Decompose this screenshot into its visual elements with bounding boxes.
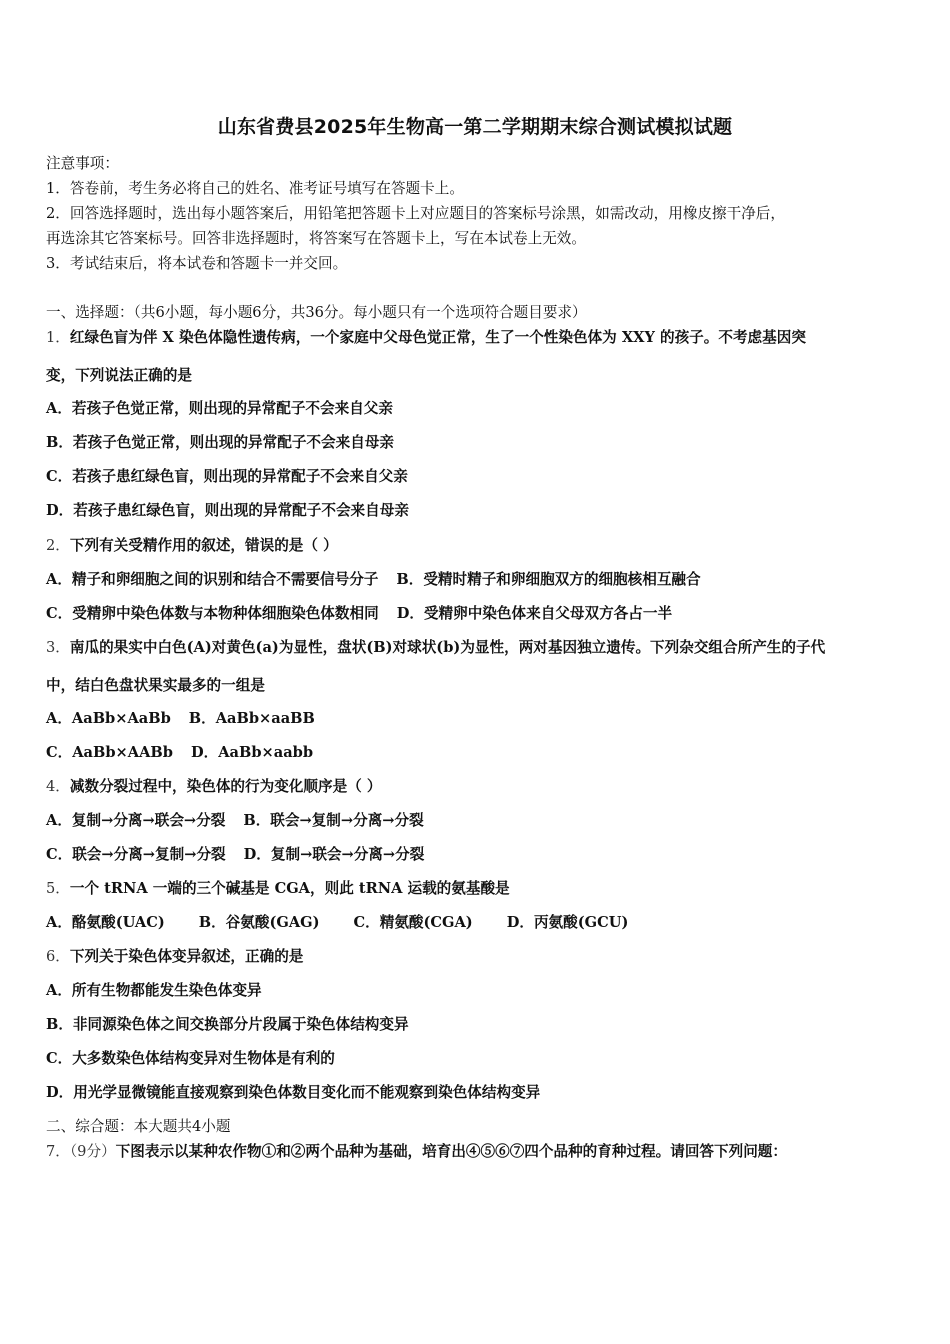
section1-heading: 一、选择题：（共6小题，每小题6分，共36分。每小题只有一个选项符合题目要求） [46,304,587,321]
q2-stem-text: 下列有关受精作用的叙述，错误的是（ ） [69,537,338,554]
notice-line-4: 3．考试结束后，将本试卷和答题卡一并交回。 [46,255,348,272]
q7-stem [46,1140,787,1161]
q6-option-b: B．非同源染色体之间交换部分片段属于染色体结构变异 [46,1016,409,1033]
notice-heading: 注意事项： [46,155,119,172]
q3-number: 3． [46,639,70,656]
section2-heading: 二、综合题：本大题共4小题 [46,1118,231,1135]
q4-option-d: D．复制→联会→分离→分裂 [243,846,425,863]
q6-option-a: A．所有生物都能发生染色体变异 [46,982,262,999]
q4-number: 4． [46,778,70,795]
q4-stem-text: 减数分裂过程中，染色体的行为变化顺序是（ ） [69,778,382,795]
q1-stem-line1: 红绿色盲为伴 X 染色体隐性遗传病，一个家庭中父母色觉正常，生了一个性染色体为 XXY 的孩子。不考虑基因突 [69,329,806,346]
q5-option-b: B．谷氨酸(GAG) [198,914,320,931]
q5-options-row [46,911,628,932]
q2-options-row2 [46,602,672,623]
q6-stem [46,945,303,966]
q3-option-c: C．AaBb×AABb [46,744,173,761]
q3-options-row2 [46,741,313,762]
q3-stem [46,636,825,657]
q1-option-b: B．若孩子色觉正常，则出现的异常配子不会来自母亲 [46,434,394,451]
notice-line-1: 1．答卷前，考生务必将自己的姓名、准考证号填写在答题卡上。 [46,180,464,197]
q7-number: 7． [46,1143,70,1160]
q1-option-c: C．若孩子患红绿色盲，则出现的异常配子不会来自父亲 [46,468,408,485]
q3-option-b: B．AaBb×aaBB [188,710,315,727]
q2-option-a: A．精子和卵细胞之间的识别和结合不需要信号分子 [46,571,379,588]
q4-option-c: C．联会→分离→复制→分裂 [46,846,226,863]
q1-option-d: D．若孩子患红绿色盲，则出现的异常配子不会来自母亲 [46,502,409,519]
q2-option-b: B．受精时精子和卵细胞双方的细胞核相互融合 [396,571,701,588]
q5-option-c: C．精氨酸(CGA) [353,914,473,931]
notice-line-3: 再选涂其它答案标号。回答非选择题时，将答案写在答题卡上，写在本试卷上无效。 [46,230,586,247]
q6-number: 6． [46,948,70,965]
q2-options-row1 [46,568,701,589]
q3-options-row1 [46,707,315,728]
q7-stem-text: 下图表示以某种农作物①和②两个品种为基础，培育出④⑤⑥⑦四个品种的育种过程。请回答下列问题： [115,1143,787,1160]
q4-stem [46,775,381,796]
q6-option-d: D．用光学显微镜能直接观察到染色体数目变化而不能观察到染色体结构变异 [46,1084,541,1101]
q2-stem [46,534,338,555]
q3-stem-line1: 南瓜的果实中白色(A)对黄色(a)为显性，盘状(B)对球状(b)为显性，两对基因独立遗传。下列杂交组合所产生的子代 [69,639,826,656]
q1-stem-line2: 变，下列说法正确的是 [46,367,192,384]
q1-option-a: A．若孩子色觉正常，则出现的异常配子不会来自父亲 [46,400,393,417]
q3-option-a: A．AaBb×AaBb [46,710,171,727]
q3-option-d: D．AaBb×aabb [190,744,314,761]
q4-options-row1 [46,809,424,830]
q2-option-d: D．受精卵中染色体来自父母双方各占一半 [396,605,673,622]
q3-stem-line2: 中，结白色盘状果实最多的一组是 [46,677,265,694]
q4-option-b: B．联会→复制→分离→分裂 [243,812,424,829]
q1-stem [46,326,806,347]
q5-stem-text: 一个 tRNA 一端的三个碱基是 CGA，则此 tRNA 运载的氨基酸是 [69,880,510,897]
q6-option-c: C．大多数染色体结构变异对生物体是有利的 [46,1050,335,1067]
notice-line-2: 2．回答选择题时，选出每小题答案后，用铅笔把答题卡上对应题目的答案标号涂黑，如需改动，用橡皮擦干净后， [46,205,785,222]
q2-option-c: C．受精卵中染色体数与本物种体细胞染色体数相同 [46,605,379,622]
q5-option-a: A．酪氨酸(UAC) [46,914,165,931]
q2-number: 2． [46,537,70,554]
q5-stem [46,877,510,898]
q4-options-row2 [46,843,424,864]
q6-stem-text: 下列关于染色体变异叙述，正确的是 [69,948,304,965]
q7-score: （9分） [69,1143,116,1160]
q1-number: 1． [46,329,70,346]
q5-option-d: D．丙氨酸(GCU) [506,914,629,931]
q5-number: 5． [46,880,70,897]
q4-option-a: A．复制→分离→联会→分裂 [46,812,226,829]
page-title: 山东省费县2025年生物高一第二学期期末综合测试模拟试题 [217,116,733,138]
